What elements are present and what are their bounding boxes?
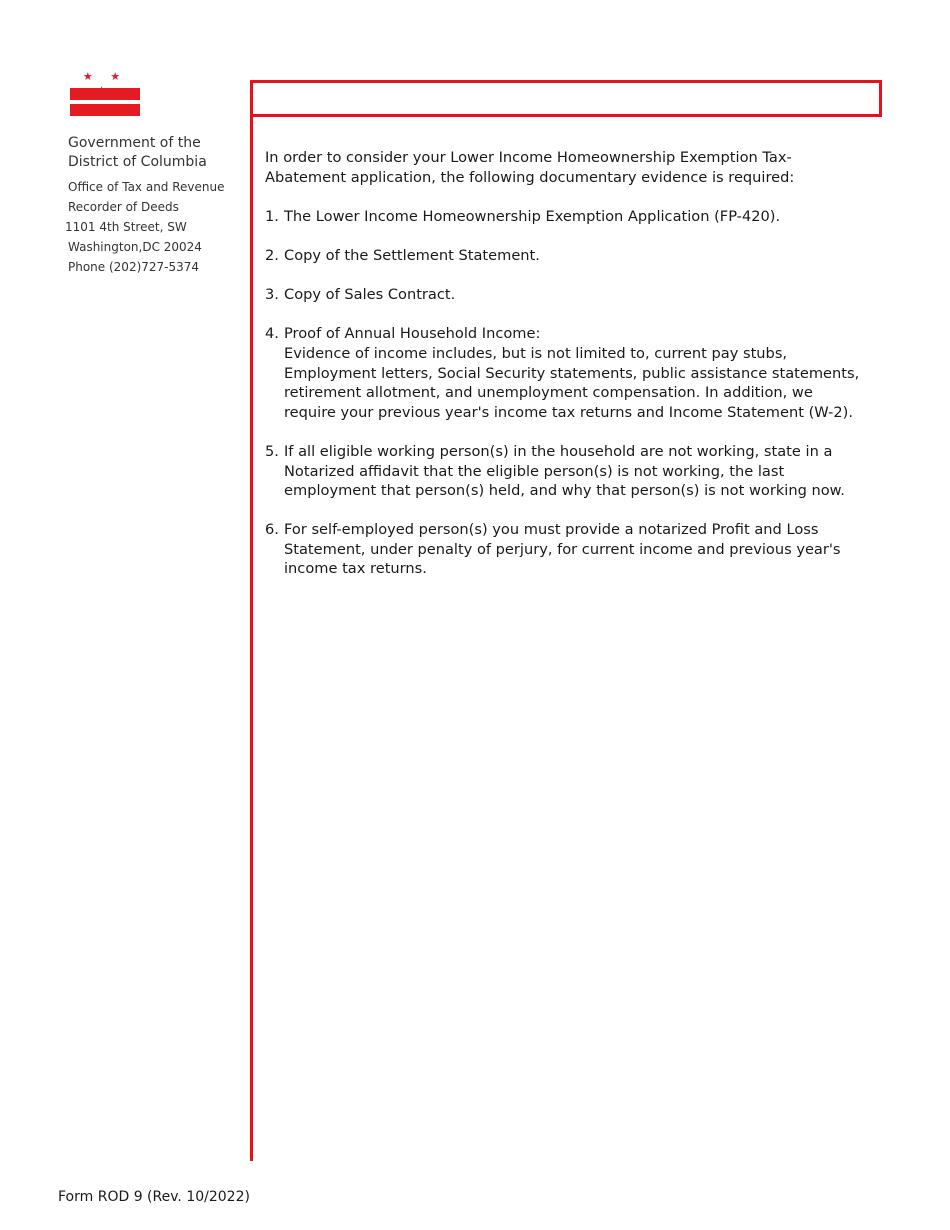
dc-flag-logo [70,70,140,118]
agency-office: Office of Tax and Revenue [68,180,225,194]
form-identifier: Form ROD 9 (Rev. 10/2022) [58,1189,250,1205]
list-item-number: 1. [265,207,279,225]
list-item [265,285,865,305]
agency-city: Washington,DC 20024 [68,240,202,254]
list-item [265,207,865,227]
flag-stars: ★ ★ [82,70,128,83]
list-item-number: 3. [265,286,279,304]
list-item-number: 5. [265,442,279,460]
list-item-number: 6. [265,521,279,539]
intro-paragraph: In order to consider your Lower Income Homeownership Exemption Tax-Abatement application, the following documentary evidence is required: [265,149,795,186]
list-item [265,442,865,501]
list-item-text: If all eligible working person(s) in the household are not working, state in a Notarized affidavit that the eligible person(s) is not working, the last employment that person(s) held, and why that person(s) is not working now. [284,442,845,500]
list-item [265,324,865,422]
list-item-text: Proof of Annual Household Income: Evidence of income includes, but is not limited to, current pay stubs, Employment letters, Social Security statements, public assistance statements, retirement allotment, and unemployment compensation. In addition, we require your previous year's income tax returns and Income Statement (W-2). [284,325,860,421]
agency-name-line2: District of Columbia [68,154,207,170]
list-item-number: 2. [265,246,279,264]
list-item [265,246,865,266]
agency-name-line1: Government of the [68,135,201,151]
list-item-text: For self-employed person(s) you must provide a notarized Profit and Loss Statement, under penalty of perjury, for current income and previous year's income tax returns. [284,521,841,578]
list-item [265,520,865,579]
agency-address-block [65,134,250,277]
red-divider-line [250,111,253,1161]
flag-bar-top [70,88,140,100]
agency-phone: Phone (202)727-5374 [68,260,200,274]
header-red-box [250,80,882,117]
list-item-text: Copy of Sales Contract. [284,286,456,304]
agency-street: 1101 4th Street, SW [65,220,187,234]
list-item-number: 4. [265,325,279,343]
flag-bar-bottom [70,104,140,116]
list-item-text: The Lower Income Homeownership Exemption Application (FP-420). [284,207,781,225]
agency-division: Recorder of Deeds [68,200,179,214]
document-body [265,148,865,599]
list-item-text: Copy of the Settlement Statement. [284,246,540,264]
